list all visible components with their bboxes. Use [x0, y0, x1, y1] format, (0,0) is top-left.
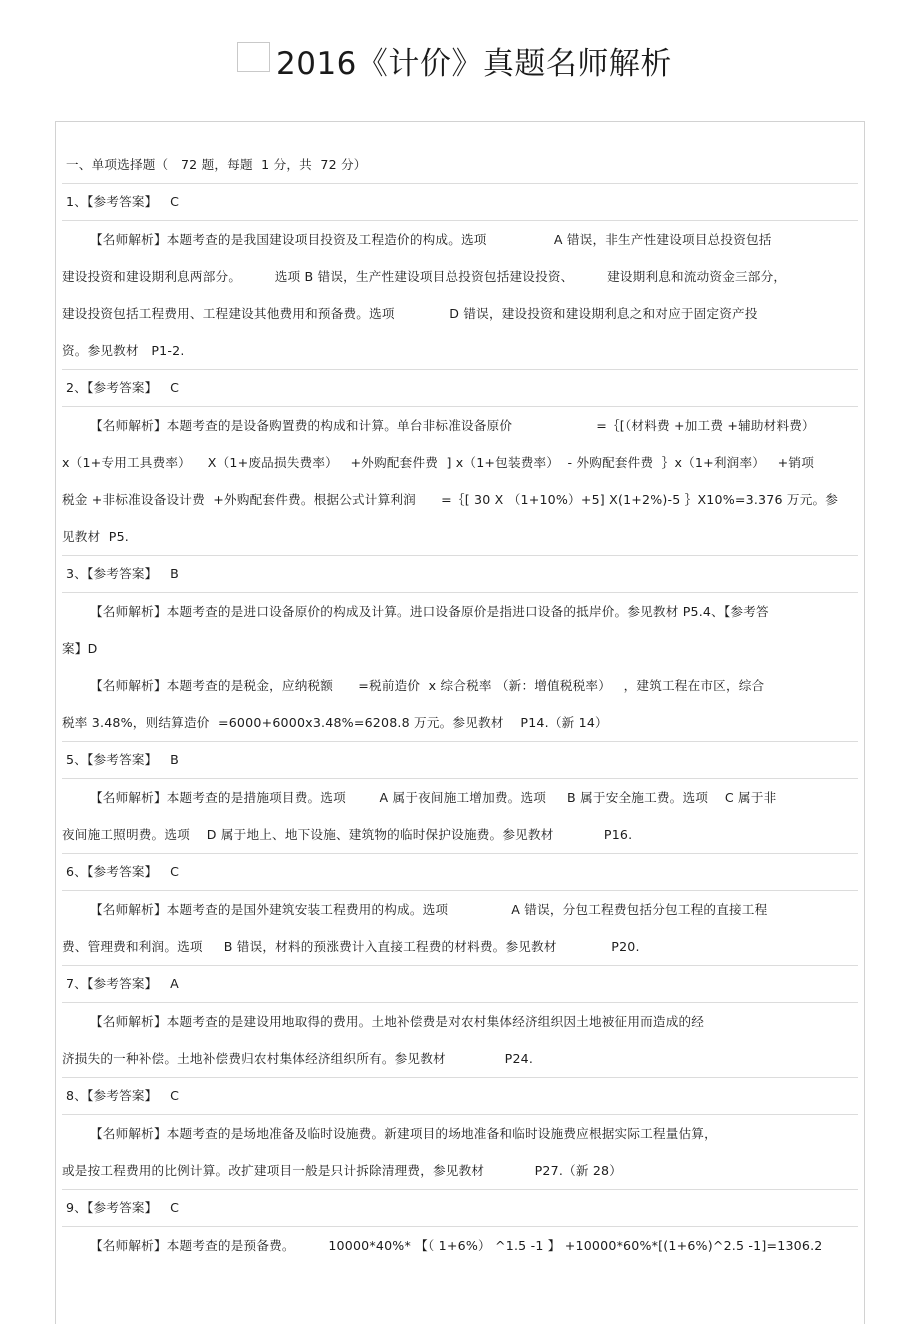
explain-line-2-2: 税金 +非标准设备设计费 +外购配套件费。根据公式计算利润 =｛[ 30 X （1+10%）+5] X(1+2%)-5 ｝X10%=3.376 万元。参: [62, 492, 839, 507]
explain-line-5-1: 夜间施工照明费。选项 D 属于地上、地下设施、建筑物的临时保护设施费。参见教材 P16.: [62, 827, 633, 842]
explain-line-9-0: 【名师解析】本题考查的是预备费。 10000*40%* 【（ 1+6%） ^1.5 -1 】 +10000*60%*[(1+6%)^2.5 -1]=1306.2: [90, 1238, 823, 1253]
explain-line-1-3: 资。参见教材 P1-2.: [62, 343, 185, 358]
answer-line-6: 6、【参考答案】 C: [62, 853, 858, 891]
explain-line-5-0: 【名师解析】本题考查的是措施项目费。选项 A 属于夜间施工增加费。选项 B 属于安全施工费。选项 C 属于非: [90, 790, 777, 805]
title-placeholder-box: [237, 42, 270, 72]
question-block-6: [62, 853, 858, 965]
explain-line-7-0: 【名师解析】本题考查的是建设用地取得的费用。土地补偿费是对农村集体经济组织因土地被征用而造成的经: [90, 1014, 705, 1029]
explain-line-2-1: x（1+专用工具费率） X（1+废品损失费率） +外购配套件费 ] x（1+包装费率） - 外购配套件费 ｝x（1+利润率） +销项: [62, 455, 815, 470]
answer-line-1: 1、【参考答案】 C: [62, 183, 858, 221]
answer-line-8: 8、【参考答案】 C: [62, 1077, 858, 1115]
explain-line-7-1: 济损失的一种补偿。土地补偿费归农村集体经济组织所有。参见教材 P24.: [62, 1051, 534, 1066]
page-title: 2016《计价》真题名师解析: [276, 46, 672, 82]
explain-line-3-0: 【名师解析】本题考查的是进口设备原价的构成及计算。进口设备原价是指进口设备的抵岸价。参见教材 P5.4、【参考答: [90, 604, 769, 619]
explain-line-2-3: 见教材 P5.: [62, 529, 129, 544]
title-row: [0, 0, 920, 82]
question-block-1: [62, 183, 858, 369]
question-block-7: [62, 965, 858, 1077]
explain-line-1-2: 建设投资包括工程费用、工程建设其他费用和预备费。选项 D 错误，建设投资和建设期利息之和对应于固定资产投: [62, 306, 758, 321]
question-block-3: [62, 555, 858, 667]
answer-line-7: 7、【参考答案】 A: [62, 965, 858, 1003]
explain-line-6-1: 费、管理费和利润。选项 B 错误，材料的预涨费计入直接工程费的材料费。参见教材 P20.: [62, 939, 640, 954]
answer-line-5: 5、【参考答案】 B: [62, 741, 858, 779]
question-block-4: [62, 667, 858, 741]
question-block-9: [62, 1189, 858, 1264]
explain-line-4-1: 税率 3.48%，则结算造价 =6000+6000x3.48%=6208.8 万元。参见教材 P14.（新 14）: [62, 715, 608, 730]
answer-line-3: 3、【参考答案】 B: [62, 555, 858, 593]
explain-line-8-0: 【名师解析】本题考查的是场地准备及临时设施费。新建项目的场地准备和临时设施费应根据实际工程量估算，: [90, 1126, 717, 1141]
question-block-2: [62, 369, 858, 555]
section-heading: 一、单项选择题（ 72 题，每题 1 分，共 72 分）: [66, 157, 367, 172]
document-body-frame: [55, 121, 865, 1324]
answer-line-9: 9、【参考答案】 C: [62, 1189, 858, 1227]
explain-line-6-0: 【名师解析】本题考查的是国外建筑安装工程费用的构成。选项 A 错误，分包工程费包括分包工程的直接工程: [90, 902, 768, 917]
question-block-8: [62, 1077, 858, 1189]
explain-line-1-0: 【名师解析】本题考查的是我国建设项目投资及工程造价的构成。选项 A 错误，非生产性建设项目总投资包括: [90, 232, 772, 247]
explain-line-8-1: 或是按工程费用的比例计算。改扩建项目一般是只计拆除清理费，参见教材 P27.（新 28）: [62, 1163, 623, 1178]
content-tail-spacer: [62, 1264, 858, 1324]
explain-line-3-1: 案】D: [62, 641, 98, 656]
question-block-5: [62, 741, 858, 853]
explain-line-4-0: 【名师解析】本题考查的是税金，应纳税额 =税前造价 x 综合税率 （新：增值税税率） ，建筑工程在市区，综合: [90, 678, 765, 693]
explain-line-1-1: 建设投资和建设期利息两部分。 选项 B 错误，生产性建设项目总投资包括建设投资、 建设期利息和流动资金三部分，: [62, 269, 787, 284]
document-content: [56, 122, 864, 1324]
explain-line-2-0: 【名师解析】本题考查的是设备购置费的构成和计算。单台非标准设备原价 =｛[（材料费 +加工费 +辅助材料费）: [90, 418, 815, 433]
answer-line-2: 2、【参考答案】 C: [62, 369, 858, 407]
